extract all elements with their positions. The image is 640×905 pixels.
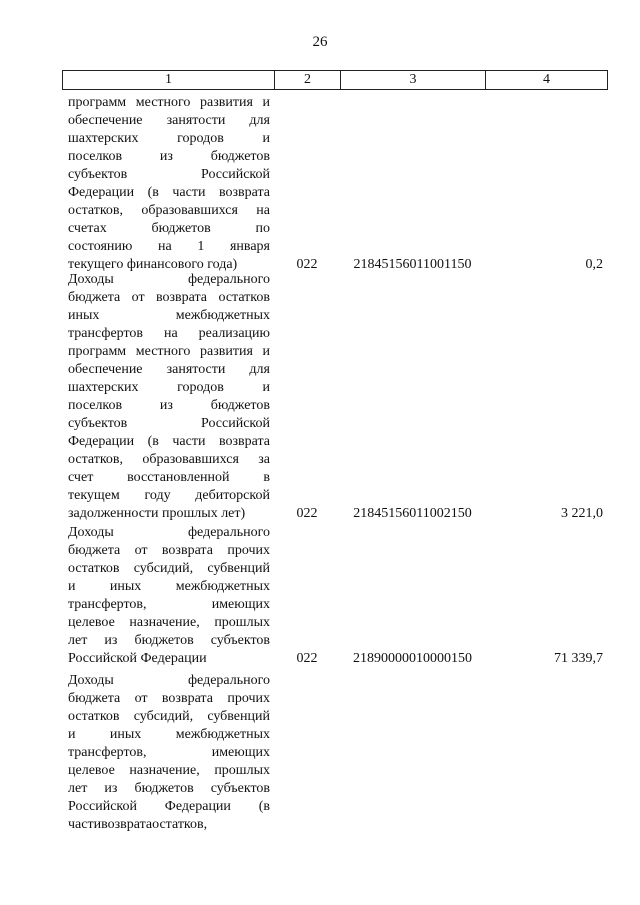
description-word: остатков xyxy=(218,290,270,305)
description-word: прошлых xyxy=(214,763,270,778)
description-word: бюджетов xyxy=(210,149,270,164)
description-word: за xyxy=(258,452,270,467)
description-word: межбюджетных xyxy=(175,579,270,594)
description-word: остатков, xyxy=(68,452,124,467)
description-word: реализацию xyxy=(198,326,270,341)
description-line xyxy=(68,271,270,289)
description-word: бюджета xyxy=(68,691,121,706)
description-word: лет xyxy=(68,781,88,796)
description-line xyxy=(68,289,270,307)
description-word: Российской xyxy=(68,799,137,814)
admin-code: 022 xyxy=(296,506,318,521)
description-word: (в xyxy=(147,434,159,449)
description-word: в xyxy=(263,470,270,485)
description-word: назначение, xyxy=(129,763,200,778)
description-word: возврата xyxy=(101,817,153,832)
description-word: субвенций xyxy=(207,709,270,724)
description-word: Федерации xyxy=(164,799,231,814)
description-word: иных xyxy=(109,727,142,742)
description-word: назначение, xyxy=(129,615,200,630)
description-word: и xyxy=(262,344,270,359)
description-word: иных xyxy=(109,579,142,594)
page-number: 26 xyxy=(312,34,328,50)
description-word: образовавшихся xyxy=(141,203,238,218)
description-word: межбюджетных xyxy=(175,308,270,323)
description-word: и xyxy=(68,579,76,594)
description-line xyxy=(68,487,270,505)
description-line xyxy=(68,762,270,780)
description-word: дебиторской xyxy=(195,488,270,503)
description-word: и xyxy=(68,727,76,742)
description-word: субъектов xyxy=(210,633,270,648)
description-word: программ xyxy=(68,344,127,359)
description-line xyxy=(68,650,270,668)
description-word: развития xyxy=(200,95,253,110)
description-line xyxy=(68,238,270,256)
description-word: остатков xyxy=(68,709,120,724)
description-word: 1 xyxy=(197,239,205,254)
description-word: городов xyxy=(177,131,224,146)
description-line xyxy=(68,184,270,202)
row-description xyxy=(68,672,270,834)
description-line xyxy=(68,148,270,166)
description-word: образовавшихся xyxy=(142,452,239,467)
description-word: имеющих xyxy=(211,745,270,760)
description-word: занятости xyxy=(166,113,226,128)
description-line xyxy=(68,112,270,130)
description-word: субсидий, xyxy=(133,709,194,724)
description-word: поселков xyxy=(68,149,123,164)
description-word: имеющих xyxy=(211,597,270,612)
amount-value: 3 221,0 xyxy=(561,506,603,521)
description-word: иных xyxy=(68,308,100,323)
admin-code: 022 xyxy=(296,257,318,272)
description-line xyxy=(68,632,270,650)
description-word: (в xyxy=(147,185,159,200)
description-word: федерального xyxy=(187,673,270,688)
description-word: части xyxy=(68,817,102,832)
description-line xyxy=(68,379,270,397)
description-word: местного xyxy=(135,344,191,359)
description-word: на xyxy=(163,326,178,341)
description-line xyxy=(68,166,270,184)
description-word: остатков xyxy=(68,561,120,576)
description-word: Доходы xyxy=(68,525,114,540)
description-line xyxy=(68,798,270,816)
description-word: субъектов xyxy=(210,781,270,796)
description-line xyxy=(68,397,270,415)
description-word: прочих xyxy=(227,691,270,706)
description-word: году xyxy=(144,488,171,503)
row-description xyxy=(68,524,270,668)
description-word: субвенций xyxy=(207,561,270,576)
description-word: от xyxy=(134,691,148,706)
column-header-4: 4 xyxy=(543,72,550,87)
description-line xyxy=(68,816,270,834)
description-line xyxy=(68,415,270,433)
description-word: от xyxy=(134,543,148,558)
description-word: возврата xyxy=(156,290,208,305)
description-word: трансфертов, xyxy=(68,745,147,760)
description-word: поселков xyxy=(68,398,123,413)
description-word: обеспечение xyxy=(68,362,143,377)
description-line xyxy=(68,690,270,708)
description-word: из xyxy=(159,149,173,164)
description-word: возврата xyxy=(218,185,270,200)
description-line xyxy=(68,780,270,798)
row-description xyxy=(68,271,270,523)
description-word: шахтерских xyxy=(68,380,139,395)
description-word: межбюджетных xyxy=(175,727,270,742)
description-line xyxy=(68,451,270,469)
description-word: программ xyxy=(68,95,127,110)
description-word: местного xyxy=(135,95,191,110)
description-word: целевое xyxy=(68,615,115,630)
description-word: субъектов xyxy=(68,167,128,182)
amount-value: 0,2 xyxy=(585,257,603,272)
description-word: трансфертов xyxy=(68,326,144,341)
description-word: федерального xyxy=(187,272,270,287)
description-word: для xyxy=(249,362,270,377)
description-word: субсидий, xyxy=(133,561,194,576)
description-word: и xyxy=(262,380,270,395)
description-word: Российской Федерации xyxy=(68,651,207,666)
column-header-2: 2 xyxy=(275,71,341,89)
description-word: прочих xyxy=(227,543,270,558)
description-line xyxy=(68,307,270,325)
description-word: возврата xyxy=(161,691,213,706)
description-line xyxy=(68,614,270,632)
amount-value: 71 339,7 xyxy=(554,651,603,666)
description-word: (в xyxy=(258,799,270,814)
description-word: трансфертов, xyxy=(68,597,147,612)
description-word: возврата xyxy=(161,543,213,558)
description-word: целевое xyxy=(68,763,115,778)
description-word: Российской xyxy=(201,416,270,431)
description-word: из xyxy=(104,781,118,796)
description-line xyxy=(68,708,270,726)
description-word: Доходы xyxy=(68,673,114,688)
description-word: Доходы xyxy=(68,272,114,287)
description-word: развития xyxy=(200,344,253,359)
budget-class-code: 21845156011002150 xyxy=(353,506,472,521)
row-description xyxy=(68,94,270,274)
description-line xyxy=(68,220,270,238)
description-line xyxy=(68,672,270,690)
description-word: лет xyxy=(68,633,88,648)
description-word: Федерации xyxy=(68,434,135,449)
description-word: федерального xyxy=(187,525,270,540)
description-word: января xyxy=(229,239,270,254)
description-word: бюджетов xyxy=(134,633,194,648)
description-line xyxy=(68,524,270,542)
description-word: счетах xyxy=(68,221,107,236)
description-word: занятости xyxy=(166,362,226,377)
description-line xyxy=(68,560,270,578)
description-word: бюджетов xyxy=(210,398,270,413)
description-word: бюджетов xyxy=(134,781,194,796)
description-word: субъектов xyxy=(68,416,128,431)
description-word: и xyxy=(262,131,270,146)
description-line xyxy=(68,130,270,148)
column-header-3: 3 xyxy=(341,71,486,89)
description-line xyxy=(68,505,270,523)
description-word: из xyxy=(104,633,118,648)
budget-class-code: 21890000010000150 xyxy=(353,651,472,666)
description-word: возврата xyxy=(218,434,270,449)
description-word: бюджета xyxy=(68,290,121,305)
description-line xyxy=(68,578,270,596)
description-word: бюджетов xyxy=(151,221,211,236)
description-line xyxy=(68,94,270,112)
description-line xyxy=(68,744,270,762)
description-word: состоянию xyxy=(68,239,133,254)
description-word: шахтерских xyxy=(68,131,139,146)
description-word: обеспечение xyxy=(68,113,143,128)
description-word: от xyxy=(131,290,145,305)
description-line xyxy=(68,469,270,487)
description-word: остатков, xyxy=(152,817,208,832)
description-line xyxy=(68,343,270,361)
description-word: части xyxy=(172,434,206,449)
description-word: по xyxy=(255,221,270,236)
description-word: бюджета xyxy=(68,543,121,558)
description-line xyxy=(68,726,270,744)
description-word: части xyxy=(172,185,206,200)
description-word: текущем xyxy=(68,488,120,503)
description-word: и xyxy=(262,95,270,110)
description-line xyxy=(68,542,270,560)
admin-code: 022 xyxy=(296,651,318,666)
description-line xyxy=(68,361,270,379)
description-word: счет xyxy=(68,470,94,485)
description-line xyxy=(68,433,270,451)
description-word: из xyxy=(159,398,173,413)
description-line xyxy=(68,325,270,343)
description-word: на xyxy=(256,203,270,218)
description-word: на xyxy=(157,239,172,254)
column-header-1: 1 xyxy=(63,71,275,89)
description-line xyxy=(68,202,270,220)
description-word: остатков, xyxy=(68,203,124,218)
table-header xyxy=(62,70,608,90)
description-word: городов xyxy=(177,380,224,395)
description-word: Федерации xyxy=(68,185,135,200)
description-word: задолженности прошлых лет) xyxy=(68,506,246,521)
description-word: для xyxy=(249,113,270,128)
description-word: Российской xyxy=(201,167,270,182)
budget-class-code: 21845156011001150 xyxy=(353,257,472,272)
description-line xyxy=(68,596,270,614)
description-word: текущего финансового года) xyxy=(68,257,238,272)
description-word: прошлых xyxy=(214,615,270,630)
description-word: восстановленной xyxy=(127,470,230,485)
